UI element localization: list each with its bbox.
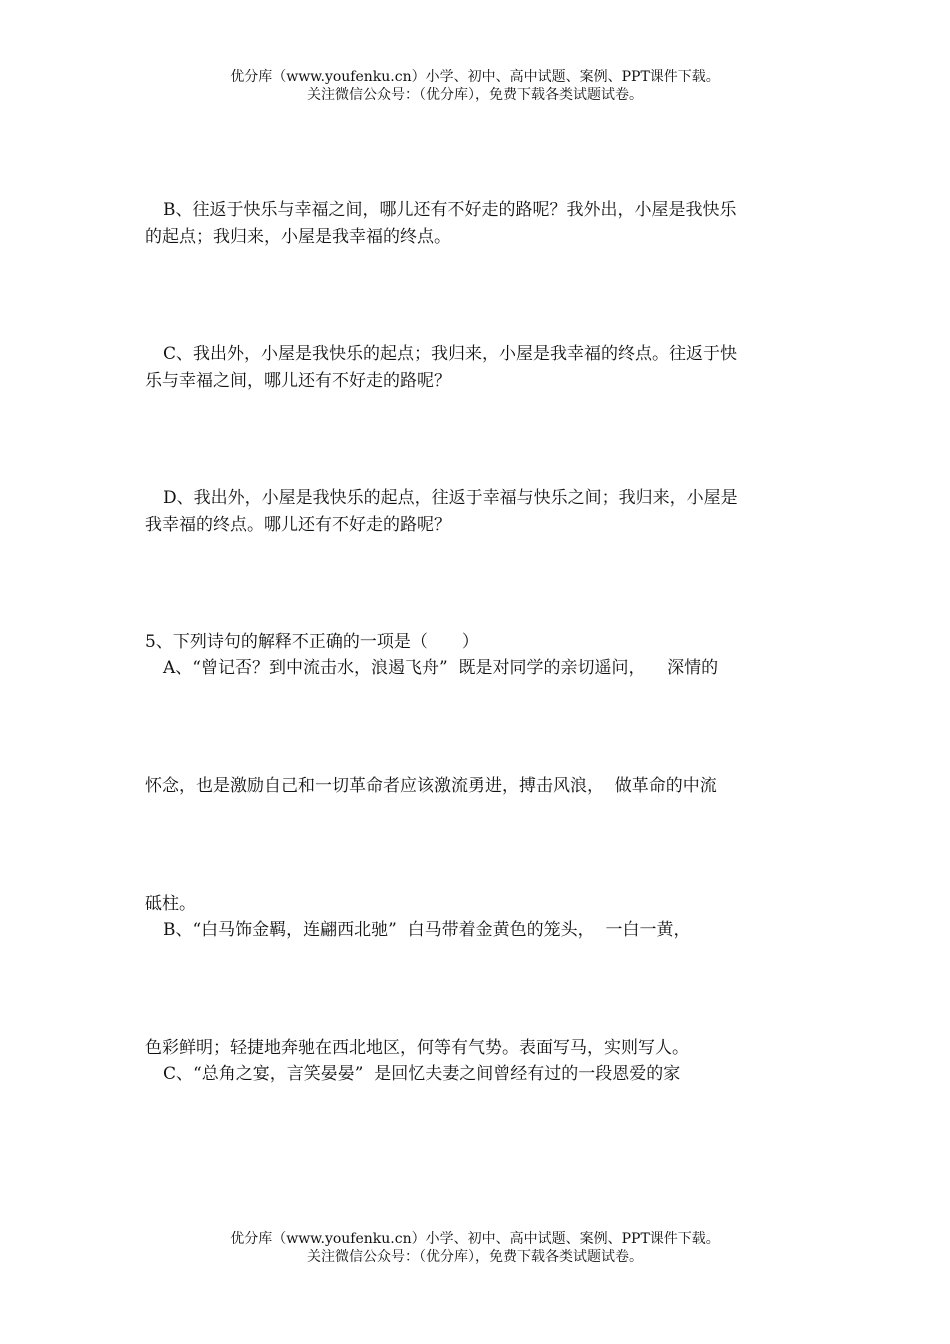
page-footer	[0, 1230, 950, 1266]
question-5-option-b-line-1: B、“白马饰金羁，连翩西北驰” 白马带着金黄色的笼头， 一白一黄，	[163, 920, 691, 940]
question-5-option-b-line-2: 色彩鲜明；轻捷地奔驰在西北地区，何等有气势。表面写马，实则写人。	[145, 1038, 689, 1058]
header-line-2: 关注微信公众号：（优分库），免费下载各类试题试卷。	[307, 87, 643, 103]
option-c-line-2: 乐与幸福之间，哪儿还有不好走的路呢？	[145, 371, 451, 391]
question-5-option-c-line-1: C、“总角之宴，言笑晏晏” 是回忆夫妻之间曾经有过的一段恩爱的家	[163, 1064, 681, 1084]
question-5-option-a-line-3: 砥柱。	[145, 894, 196, 914]
footer-line-2: 关注微信公众号：（优分库），免费下载各类试题试卷。	[307, 1249, 643, 1265]
option-d-line-1: D、我出外，小屋是我快乐的起点，往返于幸福与快乐之间；我归来，小屋是	[163, 488, 738, 508]
option-c-line-1: C、我出外，小屋是我快乐的起点；我归来，小屋是我幸福的终点。往返于快	[163, 344, 738, 364]
footer-line-1: 优分库（www.youfenku.cn）小学、初中、高中试题、案例、PPT课件下载。	[230, 1231, 720, 1247]
question-5-option-a-line-2: 怀念，也是激励自己和一切革命者应该激流勇进，搏击风浪， 做革命的中流	[145, 776, 717, 796]
option-b-line-1: B、往返于快乐与幸福之间，哪儿还有不好走的路呢？我外出，小屋是我快乐	[163, 200, 737, 220]
option-b-line-2: 的起点；我归来，小屋是我幸福的终点。	[145, 227, 451, 247]
header-line-1: 优分库（www.youfenku.cn）小学、初中、高中试题、案例、PPT课件下载。	[230, 69, 720, 85]
question-5-option-a-line-1: A、“曾记否？到中流击水，浪遏飞舟” 既是对同学的亲切遥问， 深情的	[163, 658, 719, 678]
option-d-line-2: 我幸福的终点。哪儿还有不好走的路呢？	[145, 515, 451, 535]
question-5-stem: 5、下列诗句的解释不正确的一项是（ ）	[145, 632, 479, 652]
page-header	[0, 68, 950, 104]
